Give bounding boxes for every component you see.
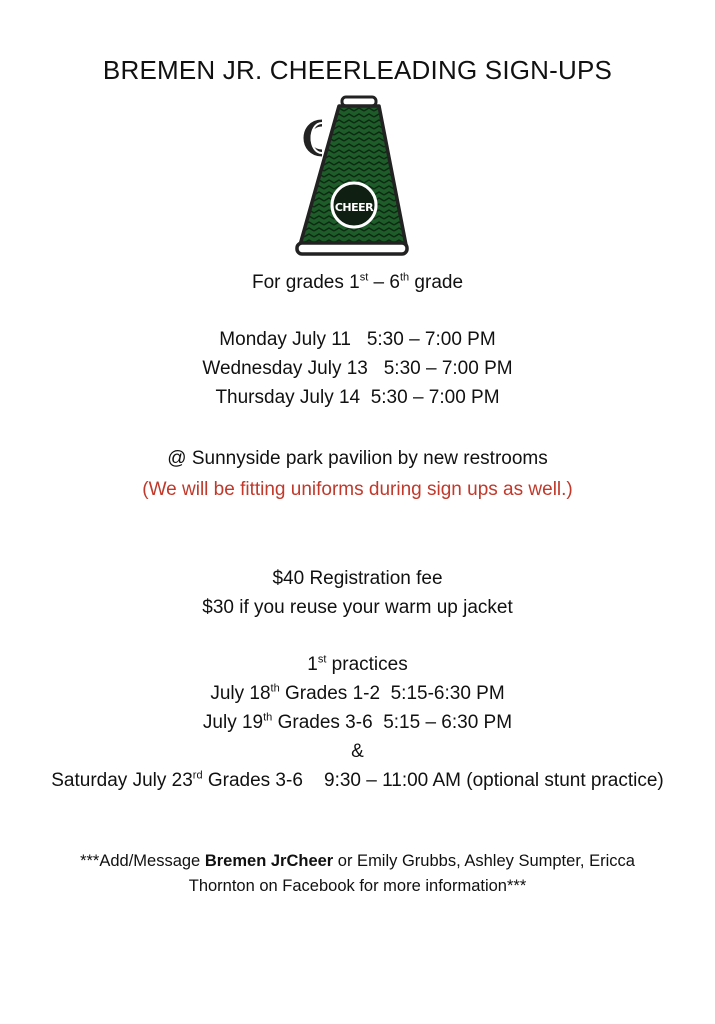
practice-saturday: Saturday July 23rd Grades 3-6 9:30 – 11:00 AM (optional stunt practice) <box>51 769 664 791</box>
signup-date-1: Monday July 11 5:30 – 7:00 PM <box>219 329 496 350</box>
uniform-note: (We will be fitting uniforms during sign ups as well.) <box>142 479 573 500</box>
page-title: BREMEN JR. CHEERLEADING SIGN-UPS <box>102 55 613 85</box>
cheer-monogram-text: CHEER <box>334 201 374 214</box>
facebook-page-name: Bremen JrCheer <box>204 852 334 870</box>
footer-line-2: Thornton on Facebook for more information*** <box>188 877 527 895</box>
registration-fee: $40 Registration fee <box>272 568 443 589</box>
practices-heading: 1st practices <box>307 653 408 675</box>
cheer-megaphone-icon <box>294 95 410 257</box>
grades-line: For grades 1st – 6th grade <box>251 271 464 293</box>
reuse-jacket-fee: $30 if you reuse your warm up jacket <box>202 597 513 618</box>
signup-date-3: Thursday July 14 5:30 – 7:00 PM <box>215 387 500 408</box>
signup-date-2: Wednesday July 13 5:30 – 7:00 PM <box>202 358 513 379</box>
footer-line-1: ***Add/Message Bremen JrCheer or Emily Grubbs, Ashley Sumpter, Ericca <box>80 852 635 870</box>
ampersand: & <box>351 741 364 762</box>
location-text: @ Sunnyside park pavilion by new restrooms <box>167 448 548 469</box>
practice-1: July 18th Grades 1-2 5:15-6:30 PM <box>210 682 505 704</box>
practice-2: July 19th Grades 3-6 5:15 – 6:30 PM <box>202 711 513 733</box>
